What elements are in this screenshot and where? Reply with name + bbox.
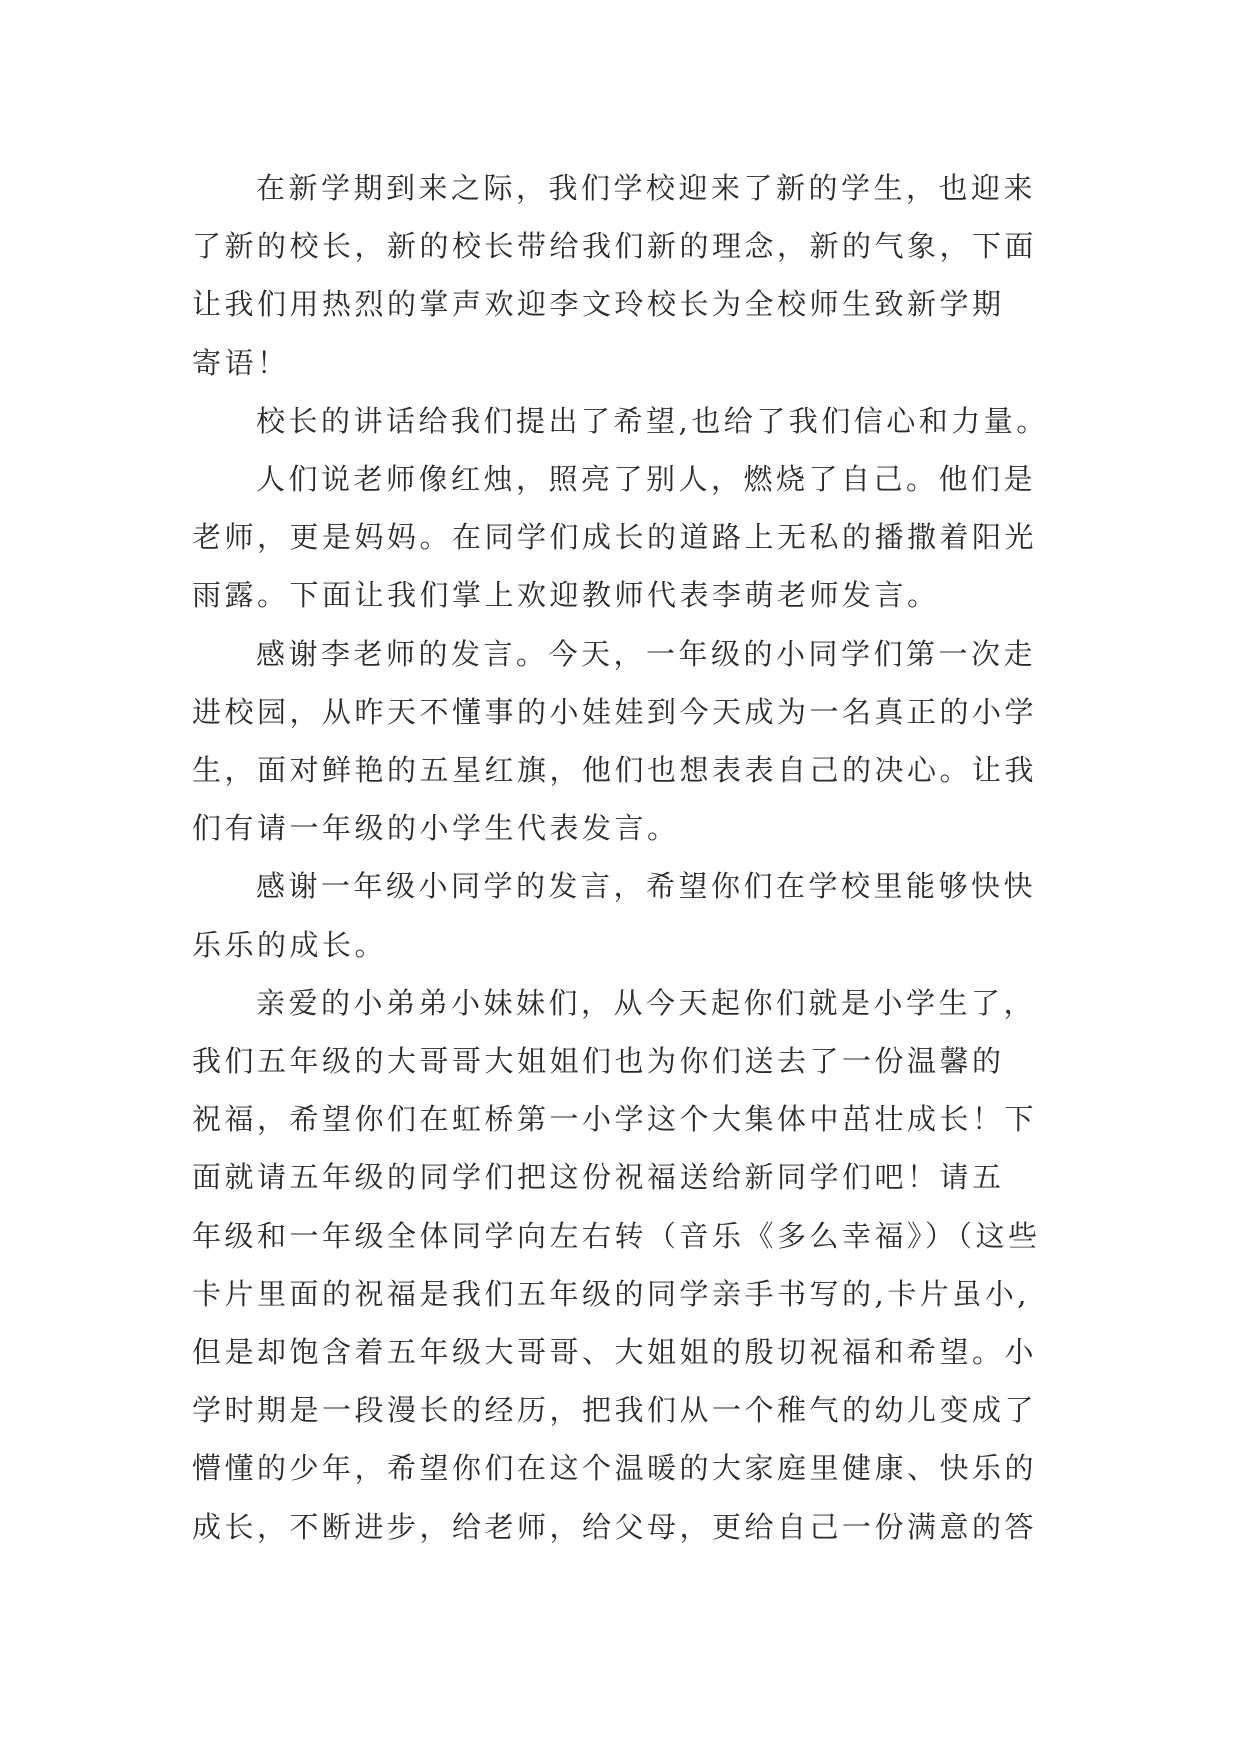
text-line: 年级和一年级全体同学向左右转（音乐《多么幸福》）（这些: [192, 1218, 1041, 1253]
text-line: 卡片里面的祝福是我们五年级的同学亲手书写的,卡片虽小,: [192, 1276, 1030, 1311]
text-line: 乐乐的成长。: [192, 927, 388, 962]
text-line: 感谢一年级小同学的发言，希望你们在学校里能够快快: [256, 869, 1037, 904]
paragraph-2: [192, 392, 1052, 450]
text-line: 在新学期到来之际，我们学校迎来了新的学生，也迎来: [256, 171, 1037, 205]
text-line: 我们五年级的大哥哥大姐姐们也为你们送去了一份温馨的: [192, 1044, 1005, 1079]
text-line: 懵懂的少年，希望你们在这个温暖的大家庭里健康、快乐的: [192, 1451, 1038, 1486]
text-line: 人们说老师像红烛，照亮了别人，燃烧了自己。他们是: [256, 462, 1037, 497]
text-line: 寄语！: [192, 345, 290, 380]
text-line: 了新的校长，新的校长带给我们新的理念，新的气象，下面: [192, 229, 1038, 264]
text-line: 感谢李老师的发言。今天，一年级的小同学们第一次走: [256, 636, 1037, 671]
text-line: 学时期是一段漫长的经历，把我们从一个稚气的幼儿变成了: [192, 1393, 1038, 1428]
paragraph-3: [192, 450, 1052, 625]
text-line: 面就请五年级的同学们把这份祝福送给新同学们吧！请五: [192, 1160, 1005, 1195]
text-line: 让我们用热烈的掌声欢迎李文玲校长为全校师生致新学期: [192, 287, 1005, 322]
text-line: 生，面对鲜艳的五星红旗，他们也想表表自己的决心。让我: [192, 753, 1038, 788]
text-line: 进校园，从昨天不懂事的小娃娃到今天成为一名真正的小学: [192, 694, 1038, 729]
paragraph-4: [192, 625, 1052, 858]
text-line: 成长，不断进步，给老师，给父母，更给自己一份满意的答: [192, 1509, 1038, 1544]
document-body: [192, 159, 1052, 1556]
paragraph-6: [192, 974, 1052, 1556]
text-line: 们有请一年级的小学生代表发言。: [192, 811, 680, 846]
text-line: 老师，更是妈妈。在同学们成长的道路上无私的播撒着阳光: [192, 520, 1038, 555]
text-line: 祝福，希望你们在虹桥第一小学这个大集体中茁壮成长！下: [192, 1102, 1038, 1137]
text-line: 亲爱的小弟弟小妹妹们，从今天起你们就是小学生了，: [256, 985, 1037, 1020]
paragraph-5: [192, 857, 1052, 973]
text-line: 但是却饱含着五年级大哥哥、大姐姐的殷切祝福和希望。小: [192, 1335, 1038, 1370]
text-line: 校长的讲话给我们提出了希望,也给了我们信心和力量。: [256, 403, 1049, 438]
text-line: 雨露。下面让我们掌上欢迎教师代表李萌老师发言。: [192, 578, 940, 613]
paragraph-1: [192, 159, 1052, 392]
